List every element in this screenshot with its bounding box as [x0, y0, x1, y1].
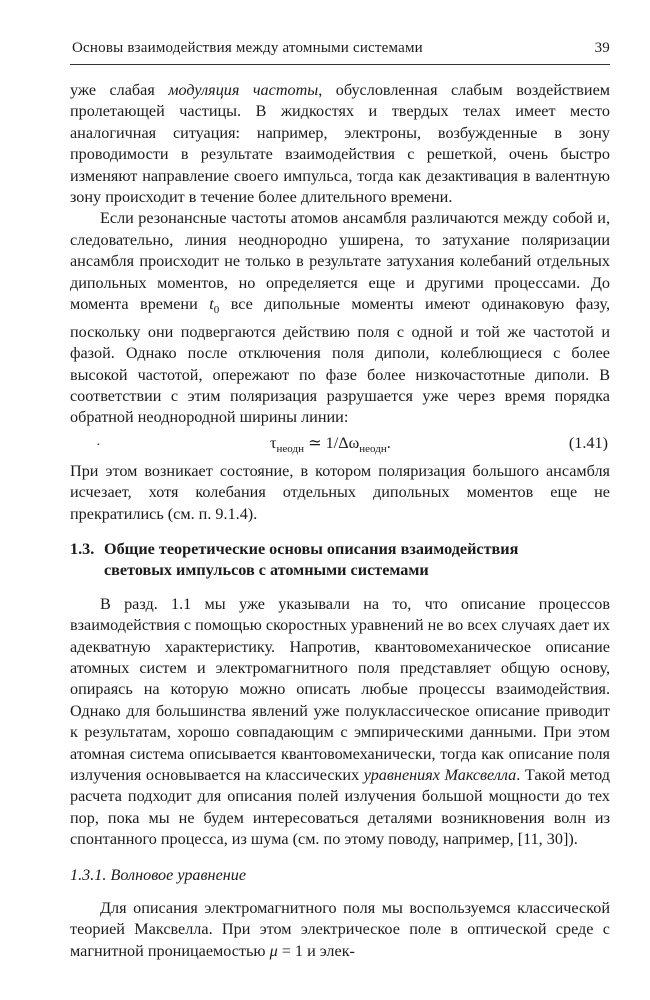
section-heading: [70, 539, 610, 582]
section-title-line-2: световых импульсов с атомными системами: [104, 561, 429, 580]
italic-term: уравнениях Максвелла: [363, 766, 517, 785]
header-rule: [70, 64, 610, 65]
paragraph-5: Для описания электромагнитного поля мы воспользуемся классической теорией Максвелла. При этом электрическое поле в оптической среде с магнитной проницаемостью μ = 1 и элек-: [70, 899, 610, 960]
equation-number: (1.41): [568, 433, 608, 452]
paragraph-1: уже слабая модуляция частоты, обусловленная слабым воздействием пролетающей частицы. В жидкостях и твердых телах имеет место аналогичная ситуация: например, электроны, возбужденные в зону проводимости в результате взаимодействия с решеткой, очень быстро изменяют направление своего импульса, тогда как дезактивация в валентную зону происходит в течение более длительного времени.: [70, 81, 610, 207]
paragraph-3: При этом возникает состояние, в котором поляризация большого ансамбля исчезает, хотя колебания отдельных дипольных моментов еще не прекратились (см. п. 9.1.4).: [70, 461, 610, 523]
paragraph-4: В разд. 1.1 мы уже указывали на то, что описание процессов взаимодействия с помощью скоростных уравнений не во всех случаях дает их адекватную характеристику. Напротив, квантовомеханическое описание атомных систем и электромагнитного поля представляет общую основу, опираясь на которую можно описать любые процессы взаимодействия. Однако для большинства явлений уже полуклассическое описание приводит к результатам, хорошо совпадающим с эмпирическими данными. При этом атомная система описывается квантовомеханически, тогда как описание поля излучения основывается на классических уравнениях Максвелла. Такой метод расчета подходит для описания полей излучения большой мощности до тех пор, пока мы не будем интересоваться деталями возникновения волн из спонтанного процесса, из шума (см. по этому поводу, например, [11, 30]).: [70, 594, 611, 849]
running-head: [72, 40, 610, 57]
running-head-title: Основы взаимодействия между атомными системами: [72, 40, 423, 56]
equation-body: $\tau_{неодн}$ ≃ $1/\Delta\omega_{неодн}$.: [270, 433, 391, 455]
text-body: [70, 80, 610, 962]
paragraph-2: Если резонансные частоты атомов ансамбля различаются между собой и, следовательно, линия неоднородно уширена, то затухание поляризации ансамбля происходит не только в результате затухания колебаний отдельных дипольных моментов, но определяется еще и другими процессами. До момента времени $t_0$ все дипольные моменты имеют одинаковую фазу, поскольку они подвергаются действию поля с одной и той же частотой и фазой. Однако после отключения поля диполи, колеблющиеся с более высокой частотой, опережают по фазе более низкочастотные диполи. В соответствии с этим поляризация разрушается уже через время порядка обратной неоднородной ширины линии:: [70, 209, 610, 427]
equation-1-41: [70, 433, 610, 455]
stray-dot: ·: [96, 437, 101, 453]
page-number: 39: [594, 40, 610, 56]
section-title-line-1: Общие теоретические основы описания взаимодействия: [104, 539, 519, 558]
subsection-heading: 1.3.1. Волновое уравнение: [70, 865, 247, 884]
italic-term: модуляция частоты: [168, 81, 319, 99]
section-number: 1.3.: [70, 539, 95, 558]
